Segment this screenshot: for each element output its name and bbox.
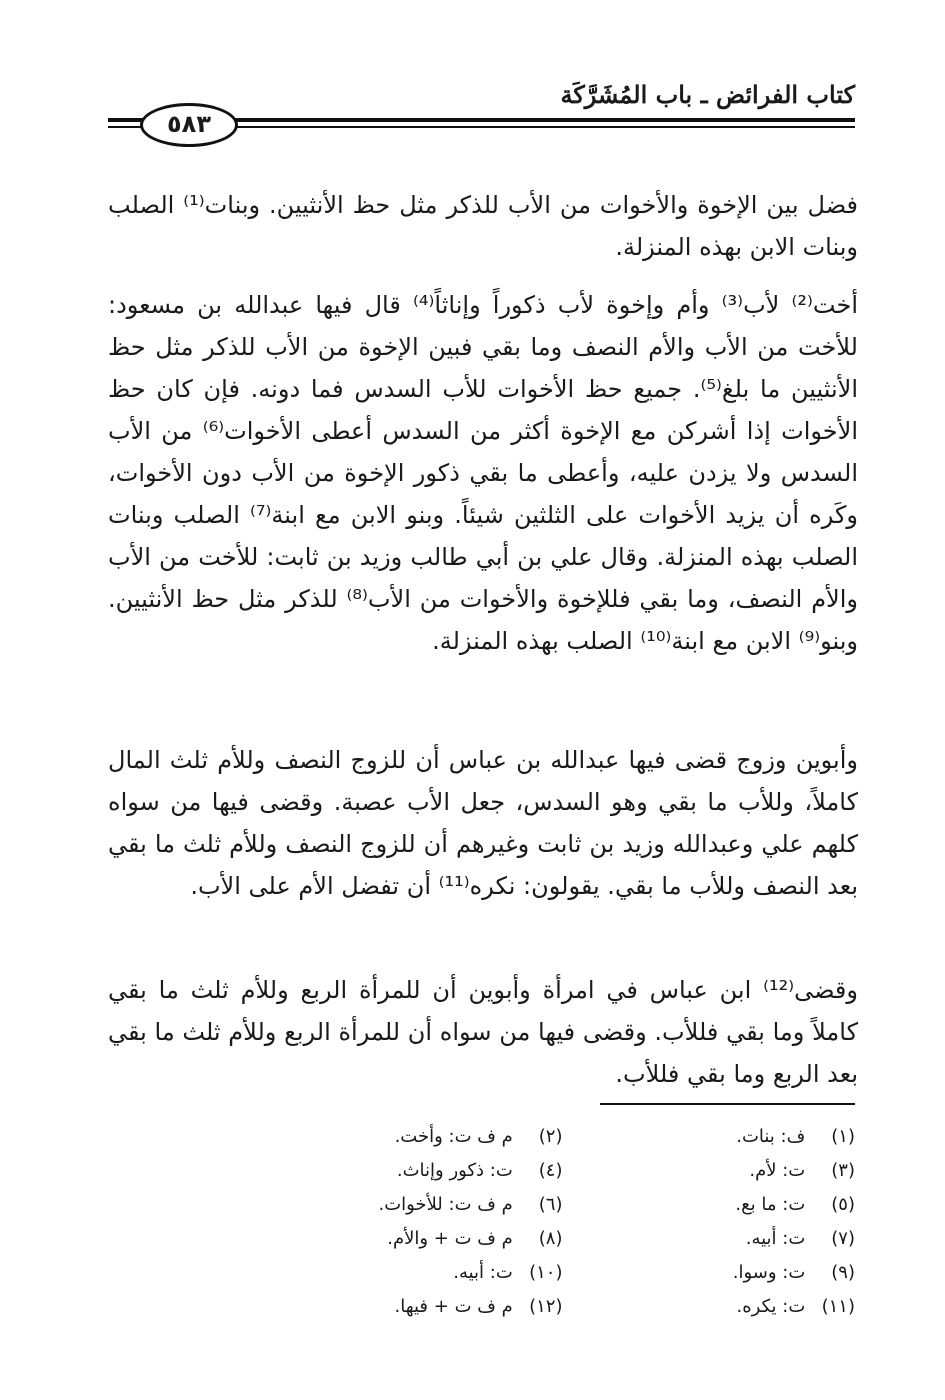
footnote-text: ت: ذكور وإناث.	[396, 1160, 513, 1181]
footnote-item	[270, 1222, 563, 1256]
footnote-row	[270, 1188, 855, 1222]
paragraph-2: أخت⁽²⁾ لأب⁽³⁾ وأم وإخوة لأب ذكوراً وإناثاً⁽⁴⁾ قال فيها عبدالله بن مسعود: للأخت من الأب والأم النصف وما بقي فبين الإخوة من الأب للذكر مثل حظ الأنثيين ما بلغ⁽⁵⁾. جميع حظ الأخوات للأب السدس فما دونه. فإن كان حظ الأخوات إذا أشركن مع الإخوة أكثر من السدس أعطى الأخوات⁽⁶⁾ من الأب السدس ولا يزدن عليه، وأعطى ما بقي ذكور الإخوة من الأب دون الأخوات، وكَره أن يزيد الأخوات على الثلثين شيئاً. وبنو الابن مع ابنة⁽⁷⁾ الصلب وبنات الصلب بهذه المنزلة. وقال علي بن أبي طالب وزيد بن ثابت: للأخت من الأب والأم النصف، وما بقي فللإخوة والأخوات من الأب⁽⁸⁾ للذكر مثل حظ الأنثيين. وبنو⁽⁹⁾ الابن مع ابنة⁽¹⁰⁾ الصلب بهذه المنزلة.	[108, 291, 859, 655]
footnote-text: ت: أبيه.	[745, 1228, 806, 1249]
footnote-item	[563, 1222, 856, 1256]
footnote-row	[270, 1290, 855, 1324]
footnote-text: ت: وسوا.	[732, 1262, 806, 1283]
paragraph-4: وقضى⁽¹²⁾ ابن عباس في امرأة وأبوين أن للمرأة الربع وللأم ثلث ما بقي كاملاً وما بقي فللأب. وقضى فيها من سواه أن للمرأة الربع وللأم ثلث ما بقي بعد الربع وما بقي فللأب.	[108, 976, 858, 1088]
footnote-item	[563, 1256, 856, 1290]
footnote-text: م ف ت: وأخت.	[394, 1126, 513, 1147]
running-header-title: كتاب الفرائض ـ باب المُشَرَّكَة	[560, 80, 855, 109]
paragraph-1: فضل بين الإخوة والأخوات من الأب للذكر مثل حظ الأنثيين. وبنات⁽¹⁾ الصلب وبنات الابن بهذه المنزلة.	[108, 191, 858, 261]
footnote-item	[270, 1256, 563, 1290]
footnote-text: م ف ت + فيها.	[394, 1296, 513, 1317]
footnote-number: (٣)	[831, 1160, 855, 1181]
footnote-number: (٦)	[538, 1194, 563, 1215]
footnote-item	[270, 1188, 563, 1222]
footnote-item	[270, 1120, 563, 1154]
footnote-row	[270, 1154, 855, 1188]
footnote-item	[270, 1154, 563, 1188]
footnote-number: (٤)	[538, 1160, 563, 1181]
footnote-text: م ف ت: للأخوات.	[378, 1194, 513, 1215]
footnote-text: ت: أبيه.	[453, 1262, 513, 1283]
footnote-number: (١٠)	[529, 1262, 563, 1283]
footnote-item	[563, 1120, 856, 1154]
footnote-item	[563, 1290, 856, 1324]
footnote-row	[270, 1256, 855, 1290]
paragraph-3: وأبوين وزوج قضى فيها عبدالله بن عباس أن للزوج النصف وللأم ثلث المال كاملاً، وللأب ما بقي وهو السدس، جعل الأب عصبة. وقضى فيها من سواه كلهم علي وعبدالله وزيد بن ثابت وغيرهم أن للزوج النصف وللأم ثلث ما بقي بعد النصف وللأب ما بقي. يقولون: نكره⁽¹¹⁾ أن تفضل الأم على الأب.	[108, 746, 858, 900]
footnote-item	[270, 1290, 563, 1324]
footnote-separator	[600, 1103, 855, 1105]
footnote-number: (١٢)	[529, 1296, 563, 1317]
footnote-text: ت: لأم.	[749, 1160, 806, 1181]
page-number: ٥٨٣	[140, 103, 238, 147]
footnote-text: ف: بنات.	[736, 1126, 806, 1147]
footnote-text: ت: يكره.	[736, 1296, 806, 1317]
footnote-row	[270, 1120, 855, 1154]
footnotes	[270, 1120, 855, 1324]
footnote-number: (١)	[831, 1126, 855, 1147]
footnote-number: (٨)	[538, 1228, 563, 1249]
footnote-number: (٢)	[538, 1126, 563, 1147]
footnote-item	[563, 1154, 856, 1188]
footnote-number: (٥)	[831, 1194, 855, 1215]
footnote-text: ت: ما بع.	[735, 1194, 806, 1215]
footnote-item	[563, 1188, 856, 1222]
footnote-text: م ف ت + والأم.	[387, 1228, 513, 1249]
footnote-row	[270, 1222, 855, 1256]
footnote-number: (١١)	[821, 1296, 855, 1317]
footnote-number: (٧)	[831, 1228, 855, 1249]
footnote-number: (٩)	[831, 1262, 855, 1283]
